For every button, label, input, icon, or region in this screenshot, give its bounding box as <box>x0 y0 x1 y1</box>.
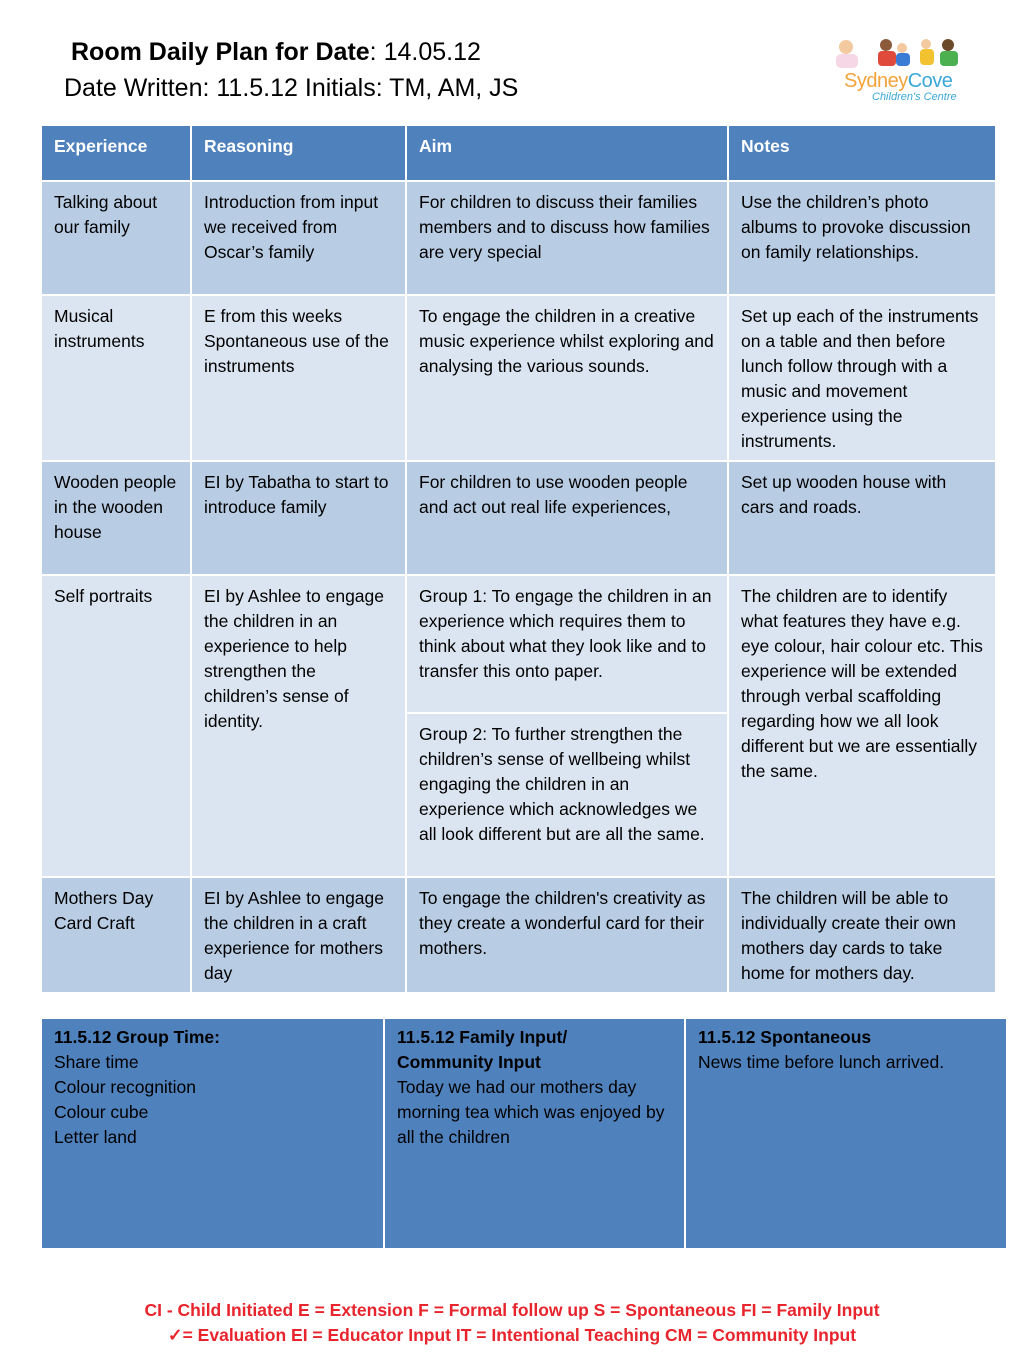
page-header <box>64 36 518 104</box>
cell-notes: Use the children’s photo albums to provoke discussion on family relationships. <box>728 181 996 295</box>
spontaneous-cell <box>685 1018 1007 1249</box>
header-reasoning: Reasoning <box>191 125 406 181</box>
community-input-heading: Community Input <box>397 1052 541 1072</box>
legend-line-2: ✓= Evaluation EI = Educator Input IT = Intentional Teaching CM = Community Input <box>167 1325 857 1345</box>
daily-summary-table <box>40 1017 1008 1250</box>
cell-aim-group-1: Group 1: To engage the children in an experience which requires them to think about what they look like and to transfer this onto paper. <box>406 575 728 713</box>
cell-aim: To engage the children's creativity as they create a wonderful card for their mothers. <box>406 877 728 993</box>
date-written: Date Written: 11.5.12 Initials: TM, AM, JS <box>64 74 519 102</box>
cell-reasoning: EI by Ashlee to engage the children in a craft experience for mothers day <box>191 877 406 993</box>
cell-aim: For children to discuss their families members and to discuss how families are very special <box>406 181 728 295</box>
table-row <box>41 461 996 575</box>
checkmark-icon: ✓ <box>167 1325 183 1345</box>
abbreviation-legend <box>0 1298 1024 1348</box>
spontaneous-heading: 11.5.12 Spontaneous <box>698 1027 872 1047</box>
cell-reasoning: EI by Ashlee to engage the children in an experience to help strengthen the children’s sense of identity. <box>191 575 406 877</box>
list-item: Letter land <box>54 1127 137 1147</box>
daily-plan-table <box>40 124 997 994</box>
cell-experience: Mothers Day Card Craft <box>41 877 191 993</box>
table-row <box>41 181 996 295</box>
cell-experience: Wooden people in the wooden house <box>41 461 191 575</box>
list-item: Share time <box>54 1052 139 1072</box>
header-aim: Aim <box>406 125 728 181</box>
table-row <box>41 575 996 713</box>
cell-experience: Talking about our family <box>41 181 191 295</box>
children-logo-icon <box>830 36 970 70</box>
family-input-cell <box>384 1018 685 1249</box>
cell-aim-group-2: Group 2: To further strengthen the children’s sense of wellbeing whilst engaging the children in an experience which acknowledges we all look different but are all the same. <box>406 713 728 877</box>
title-label: Room Daily Plan for Date <box>71 38 370 66</box>
title-date: : 14.05.12 <box>369 38 481 66</box>
cell-notes: Set up wooden house with cars and roads. <box>728 461 996 575</box>
header-notes: Notes <box>728 125 996 181</box>
family-input-heading: 11.5.12 Family Input/ <box>397 1027 568 1047</box>
legend-line-1: CI - Child Initiated E = Extension F = Formal follow up S = Spontaneous FI = Family Input <box>144 1300 880 1320</box>
cell-notes: Set up each of the instruments on a table and then before lunch follow through with a music and movement experience using the instruments. <box>728 295 996 461</box>
table-row <box>41 295 996 461</box>
list-item: Colour cube <box>54 1102 149 1122</box>
page-title <box>64 36 518 68</box>
cell-reasoning: EI by Tabatha to start to introduce family <box>191 461 406 575</box>
spontaneous-text: News time before lunch arrived. <box>698 1052 945 1072</box>
cell-aim: For children to use wooden people and act out real life experiences, <box>406 461 728 575</box>
family-input-text: Today we had our mothers day morning tea which was enjoyed by all the children <box>397 1077 665 1147</box>
cell-aim: To engage the children in a creative music experience whilst exploring and analysing the various sounds. <box>406 295 728 461</box>
group-time-heading: 11.5.12 Group Time: <box>54 1027 220 1047</box>
centre-logo <box>822 36 972 106</box>
cell-experience: Musical instruments <box>41 295 191 461</box>
table-row <box>41 877 996 993</box>
cell-experience: Self portraits <box>41 575 191 877</box>
cell-notes: The children will be able to individually create their own mothers day cards to take home for mothers day. <box>728 877 996 993</box>
table-header-row <box>41 125 996 181</box>
cell-notes: The children are to identify what features they have e.g. eye colour, hair colour etc. This experience will be extended through verbal scaffolding regarding how we all look different but we are essentially the same. <box>728 575 996 877</box>
group-time-cell <box>41 1018 384 1249</box>
cell-reasoning: Introduction from input we received from Oscar’s family <box>191 181 406 295</box>
list-item: Colour recognition <box>54 1077 197 1097</box>
header-experience: Experience <box>41 125 191 181</box>
cell-reasoning: E from this weeks Spontaneous use of the instruments <box>191 295 406 461</box>
logo-name: SydneyCove <box>844 70 953 92</box>
logo-subtitle: Children's Centre <box>872 91 957 103</box>
